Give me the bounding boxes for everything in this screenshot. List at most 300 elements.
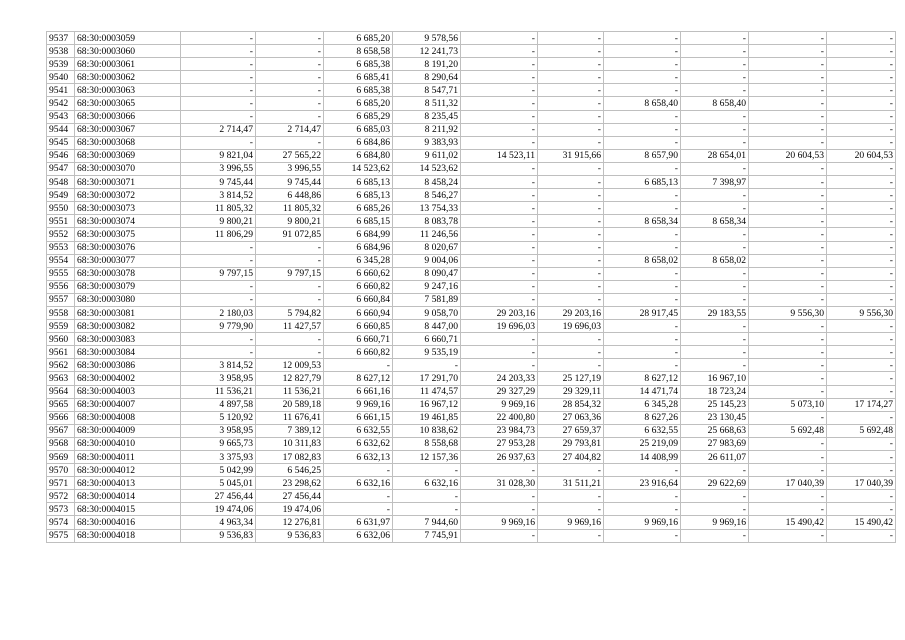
value-cell: - bbox=[827, 411, 896, 424]
value-cell: - bbox=[827, 280, 896, 293]
cadastral-id-cell: 68:30:0003075 bbox=[75, 228, 181, 241]
value-cell: 11 536,21 bbox=[181, 385, 256, 398]
cadastral-id-cell: 68:30:0003076 bbox=[75, 241, 181, 254]
value-cell: 9 611,02 bbox=[393, 149, 461, 162]
value-cell: - bbox=[538, 254, 604, 267]
value-cell: - bbox=[827, 490, 896, 503]
value-cell: - bbox=[538, 110, 604, 123]
row-number-cell: 9564 bbox=[47, 385, 75, 398]
value-cell: - bbox=[461, 84, 538, 97]
value-cell: 9 797,15 bbox=[181, 267, 256, 280]
value-cell: - bbox=[538, 359, 604, 372]
value-cell: 14 523,62 bbox=[324, 162, 393, 175]
value-cell: - bbox=[681, 529, 749, 542]
row-number-cell: 9569 bbox=[47, 451, 75, 464]
value-cell: - bbox=[681, 136, 749, 149]
cadastral-id-cell: 68:30:0004010 bbox=[75, 437, 181, 450]
value-cell: - bbox=[827, 136, 896, 149]
table-row bbox=[47, 516, 896, 529]
table-row bbox=[47, 71, 896, 84]
value-cell: 9 745,44 bbox=[181, 176, 256, 189]
value-cell: - bbox=[681, 267, 749, 280]
value-cell: 6 685,15 bbox=[324, 215, 393, 228]
value-cell: - bbox=[749, 267, 827, 280]
value-cell: 23 916,64 bbox=[604, 477, 681, 490]
value-cell: - bbox=[538, 45, 604, 58]
row-number-cell: 9547 bbox=[47, 162, 75, 175]
value-cell: - bbox=[827, 228, 896, 241]
value-cell: - bbox=[461, 162, 538, 175]
value-cell: 5 692,48 bbox=[827, 424, 896, 437]
value-cell: 6 632,16 bbox=[324, 477, 393, 490]
cadastral-id-cell: 68:30:0003063 bbox=[75, 84, 181, 97]
value-cell: 9 578,56 bbox=[393, 32, 461, 45]
table-body bbox=[47, 32, 896, 543]
value-cell: - bbox=[538, 280, 604, 293]
value-cell: - bbox=[256, 32, 324, 45]
value-cell: 24 203,33 bbox=[461, 372, 538, 385]
value-cell: - bbox=[538, 241, 604, 254]
value-cell: - bbox=[604, 464, 681, 477]
value-cell: - bbox=[256, 346, 324, 359]
cadastral-id-cell: 68:30:0003078 bbox=[75, 267, 181, 280]
cadastral-id-cell: 68:30:0003065 bbox=[75, 97, 181, 110]
value-cell: 3 996,55 bbox=[181, 162, 256, 175]
value-cell: - bbox=[749, 58, 827, 71]
value-cell: 17 040,39 bbox=[827, 477, 896, 490]
value-cell: 8 627,12 bbox=[324, 372, 393, 385]
value-cell: - bbox=[461, 176, 538, 189]
value-cell: 16 967,10 bbox=[681, 372, 749, 385]
row-number-cell: 9565 bbox=[47, 398, 75, 411]
value-cell: - bbox=[604, 293, 681, 306]
value-cell: 2 714,47 bbox=[181, 123, 256, 136]
value-cell: - bbox=[827, 215, 896, 228]
value-cell: 17 174,27 bbox=[827, 398, 896, 411]
value-cell: - bbox=[827, 437, 896, 450]
value-cell: - bbox=[604, 241, 681, 254]
cadastral-id-cell: 68:30:0003082 bbox=[75, 320, 181, 333]
value-cell: - bbox=[604, 202, 681, 215]
value-cell: - bbox=[681, 162, 749, 175]
value-cell: 5 120,92 bbox=[181, 411, 256, 424]
cadastral-id-cell: 68:30:0003067 bbox=[75, 123, 181, 136]
value-cell: 11 536,21 bbox=[256, 385, 324, 398]
value-cell: - bbox=[827, 32, 896, 45]
value-cell: - bbox=[681, 503, 749, 516]
cadastral-id-cell: 68:30:0004013 bbox=[75, 477, 181, 490]
value-cell: - bbox=[749, 202, 827, 215]
row-number-cell: 9537 bbox=[47, 32, 75, 45]
value-cell: - bbox=[461, 71, 538, 84]
table-row bbox=[47, 529, 896, 542]
table-row bbox=[47, 189, 896, 202]
table-row bbox=[47, 32, 896, 45]
cadastral-id-cell: 68:30:0004014 bbox=[75, 490, 181, 503]
value-cell: 6 660,82 bbox=[324, 280, 393, 293]
value-cell: - bbox=[461, 123, 538, 136]
cadastral-id-cell: 68:30:0004009 bbox=[75, 424, 181, 437]
cadastral-id-cell: 68:30:0004015 bbox=[75, 503, 181, 516]
value-cell: 9 779,90 bbox=[181, 320, 256, 333]
value-cell: 17 040,39 bbox=[749, 477, 827, 490]
value-cell: 7 389,12 bbox=[256, 424, 324, 437]
value-cell: - bbox=[827, 71, 896, 84]
value-cell: - bbox=[827, 529, 896, 542]
table-row bbox=[47, 149, 896, 162]
value-cell: - bbox=[827, 267, 896, 280]
value-cell: - bbox=[827, 359, 896, 372]
value-cell: - bbox=[681, 202, 749, 215]
value-cell: - bbox=[461, 333, 538, 346]
cadastral-id-cell: 68:30:0004002 bbox=[75, 372, 181, 385]
value-cell: - bbox=[604, 84, 681, 97]
value-cell: 11 806,29 bbox=[181, 228, 256, 241]
value-cell: - bbox=[181, 293, 256, 306]
value-cell: 6 660,85 bbox=[324, 320, 393, 333]
value-cell: 8 546,27 bbox=[393, 189, 461, 202]
value-cell: - bbox=[827, 385, 896, 398]
table-row bbox=[47, 45, 896, 58]
value-cell: - bbox=[749, 372, 827, 385]
value-cell: 17 291,70 bbox=[393, 372, 461, 385]
value-cell: - bbox=[461, 32, 538, 45]
value-cell: - bbox=[604, 189, 681, 202]
cadastral-id-cell: 68:30:0003072 bbox=[75, 189, 181, 202]
value-cell: - bbox=[538, 189, 604, 202]
value-cell: 13 754,33 bbox=[393, 202, 461, 215]
value-cell: - bbox=[538, 136, 604, 149]
value-cell: - bbox=[827, 293, 896, 306]
value-cell: - bbox=[749, 84, 827, 97]
value-cell: 5 042,99 bbox=[181, 464, 256, 477]
row-number-cell: 9561 bbox=[47, 346, 75, 359]
value-cell: - bbox=[181, 58, 256, 71]
cadastral-id-cell: 68:30:0004016 bbox=[75, 516, 181, 529]
value-cell: 2 714,47 bbox=[256, 123, 324, 136]
value-cell: - bbox=[827, 176, 896, 189]
table-row bbox=[47, 359, 896, 372]
value-cell: - bbox=[181, 241, 256, 254]
value-cell: - bbox=[681, 228, 749, 241]
value-cell: 11 805,32 bbox=[256, 202, 324, 215]
value-cell: - bbox=[749, 241, 827, 254]
value-cell: 5 045,01 bbox=[181, 477, 256, 490]
value-cell: - bbox=[681, 464, 749, 477]
value-cell: - bbox=[827, 241, 896, 254]
value-cell: 9 383,93 bbox=[393, 136, 461, 149]
row-number-cell: 9562 bbox=[47, 359, 75, 372]
value-cell: - bbox=[256, 97, 324, 110]
value-cell: 12 241,73 bbox=[393, 45, 461, 58]
value-cell: - bbox=[749, 97, 827, 110]
cadastral-id-cell: 68:30:0003066 bbox=[75, 110, 181, 123]
cadastral-id-cell: 68:30:0004003 bbox=[75, 385, 181, 398]
value-cell: 6 685,13 bbox=[324, 189, 393, 202]
value-cell: 6 632,06 bbox=[324, 529, 393, 542]
value-cell: 19 474,06 bbox=[256, 503, 324, 516]
value-cell: - bbox=[827, 254, 896, 267]
table-row bbox=[47, 503, 896, 516]
value-cell: 6 685,20 bbox=[324, 97, 393, 110]
value-cell: 22 400,80 bbox=[461, 411, 538, 424]
value-cell: - bbox=[827, 464, 896, 477]
value-cell: - bbox=[256, 110, 324, 123]
value-cell: - bbox=[538, 215, 604, 228]
value-cell: - bbox=[604, 110, 681, 123]
value-cell: 5 073,10 bbox=[749, 398, 827, 411]
value-cell: 6 685,13 bbox=[324, 176, 393, 189]
table-row bbox=[47, 464, 896, 477]
row-number-cell: 9570 bbox=[47, 464, 75, 477]
value-cell: - bbox=[181, 333, 256, 346]
value-cell: 8 558,68 bbox=[393, 437, 461, 450]
row-number-cell: 9558 bbox=[47, 306, 75, 319]
value-cell: - bbox=[681, 320, 749, 333]
value-cell: - bbox=[604, 490, 681, 503]
value-cell: - bbox=[749, 110, 827, 123]
value-cell: 8 547,71 bbox=[393, 84, 461, 97]
value-cell: 9 800,21 bbox=[181, 215, 256, 228]
value-cell: 25 668,63 bbox=[681, 424, 749, 437]
value-cell: 91 072,85 bbox=[256, 228, 324, 241]
row-number-cell: 9571 bbox=[47, 477, 75, 490]
table-row bbox=[47, 254, 896, 267]
table-row bbox=[47, 437, 896, 450]
value-cell: - bbox=[604, 162, 681, 175]
value-cell: 6 660,71 bbox=[324, 333, 393, 346]
value-cell: 11 474,57 bbox=[393, 385, 461, 398]
value-cell: - bbox=[538, 202, 604, 215]
value-cell: 9 821,04 bbox=[181, 149, 256, 162]
row-number-cell: 9563 bbox=[47, 372, 75, 385]
value-cell: - bbox=[749, 464, 827, 477]
table-row bbox=[47, 280, 896, 293]
value-cell: 25 127,19 bbox=[538, 372, 604, 385]
value-cell: 20 589,18 bbox=[256, 398, 324, 411]
cadastral-id-cell: 68:30:0003070 bbox=[75, 162, 181, 175]
value-cell: - bbox=[749, 136, 827, 149]
value-cell: - bbox=[604, 359, 681, 372]
cadastral-id-cell: 68:30:0003068 bbox=[75, 136, 181, 149]
value-cell: - bbox=[538, 346, 604, 359]
value-cell: 10 311,83 bbox=[256, 437, 324, 450]
row-number-cell: 9544 bbox=[47, 123, 75, 136]
table-row bbox=[47, 346, 896, 359]
value-cell: - bbox=[604, 45, 681, 58]
table-row bbox=[47, 385, 896, 398]
value-cell: 6 660,62 bbox=[324, 267, 393, 280]
value-cell: 7 581,89 bbox=[393, 293, 461, 306]
value-cell: - bbox=[538, 490, 604, 503]
value-cell: 6 546,25 bbox=[256, 464, 324, 477]
value-cell: - bbox=[827, 320, 896, 333]
value-cell: - bbox=[181, 136, 256, 149]
value-cell: - bbox=[681, 359, 749, 372]
value-cell: 20 604,53 bbox=[827, 149, 896, 162]
value-cell: 11 676,41 bbox=[256, 411, 324, 424]
value-cell: 6 660,94 bbox=[324, 306, 393, 319]
value-cell: - bbox=[681, 490, 749, 503]
value-cell: - bbox=[827, 84, 896, 97]
cadastral-id-cell: 68:30:0003060 bbox=[75, 45, 181, 58]
value-cell: 19 696,03 bbox=[461, 320, 538, 333]
value-cell: 12 009,53 bbox=[256, 359, 324, 372]
value-cell: 14 523,62 bbox=[393, 162, 461, 175]
value-cell: 12 276,81 bbox=[256, 516, 324, 529]
value-cell: 9 969,16 bbox=[538, 516, 604, 529]
value-cell: - bbox=[393, 490, 461, 503]
cadastral-id-cell: 68:30:0004012 bbox=[75, 464, 181, 477]
value-cell: - bbox=[256, 58, 324, 71]
value-cell: 10 838,62 bbox=[393, 424, 461, 437]
value-cell: - bbox=[604, 228, 681, 241]
value-cell: 8 658,34 bbox=[681, 215, 749, 228]
row-number-cell: 9542 bbox=[47, 97, 75, 110]
value-cell: - bbox=[393, 359, 461, 372]
value-cell: 7 944,60 bbox=[393, 516, 461, 529]
value-cell: 6 685,13 bbox=[604, 176, 681, 189]
value-cell: 29 203,16 bbox=[461, 306, 538, 319]
cadastral-id-cell: 68:30:0003086 bbox=[75, 359, 181, 372]
value-cell: 8 511,32 bbox=[393, 97, 461, 110]
row-number-cell: 9559 bbox=[47, 320, 75, 333]
cadastral-id-cell: 68:30:0003083 bbox=[75, 333, 181, 346]
value-cell: - bbox=[681, 241, 749, 254]
value-cell: - bbox=[827, 189, 896, 202]
value-cell: 8 211,92 bbox=[393, 123, 461, 136]
cadastral-id-cell: 68:30:0003059 bbox=[75, 32, 181, 45]
value-cell: - bbox=[681, 333, 749, 346]
table-row bbox=[47, 411, 896, 424]
row-number-cell: 9551 bbox=[47, 215, 75, 228]
data-table bbox=[46, 31, 896, 543]
value-cell: - bbox=[181, 346, 256, 359]
value-cell: - bbox=[749, 215, 827, 228]
row-number-cell: 9553 bbox=[47, 241, 75, 254]
value-cell: - bbox=[256, 241, 324, 254]
value-cell: 28 854,32 bbox=[538, 398, 604, 411]
value-cell: - bbox=[461, 189, 538, 202]
value-cell: - bbox=[461, 228, 538, 241]
value-cell: - bbox=[181, 32, 256, 45]
value-cell: 9 247,16 bbox=[393, 280, 461, 293]
row-number-cell: 9541 bbox=[47, 84, 75, 97]
value-cell: 6 685,26 bbox=[324, 202, 393, 215]
value-cell: - bbox=[604, 346, 681, 359]
row-number-cell: 9574 bbox=[47, 516, 75, 529]
value-cell: 29 327,29 bbox=[461, 385, 538, 398]
value-cell: - bbox=[681, 123, 749, 136]
value-cell: - bbox=[538, 71, 604, 84]
value-cell: 6 685,38 bbox=[324, 58, 393, 71]
cadastral-id-cell: 68:30:0003084 bbox=[75, 346, 181, 359]
value-cell: - bbox=[461, 97, 538, 110]
value-cell: - bbox=[538, 333, 604, 346]
value-cell: 8 658,40 bbox=[604, 97, 681, 110]
value-cell: 29 622,69 bbox=[681, 477, 749, 490]
value-cell: 6 684,96 bbox=[324, 241, 393, 254]
value-cell: 6 345,28 bbox=[324, 254, 393, 267]
value-cell: 11 427,57 bbox=[256, 320, 324, 333]
table-row bbox=[47, 306, 896, 319]
value-cell: 29 203,16 bbox=[538, 306, 604, 319]
value-cell: 9 800,21 bbox=[256, 215, 324, 228]
table-row bbox=[47, 136, 896, 149]
value-cell: - bbox=[681, 189, 749, 202]
value-cell: - bbox=[538, 529, 604, 542]
value-cell: - bbox=[749, 189, 827, 202]
table-row bbox=[47, 477, 896, 490]
value-cell: - bbox=[749, 293, 827, 306]
cadastral-id-cell: 68:30:0003077 bbox=[75, 254, 181, 267]
value-cell: - bbox=[827, 372, 896, 385]
value-cell: 14 408,99 bbox=[604, 451, 681, 464]
value-cell: 9 969,16 bbox=[461, 398, 538, 411]
value-cell: - bbox=[538, 58, 604, 71]
value-cell: - bbox=[393, 503, 461, 516]
value-cell: 8 657,90 bbox=[604, 149, 681, 162]
value-cell: - bbox=[827, 451, 896, 464]
value-cell: - bbox=[461, 58, 538, 71]
row-number-cell: 9572 bbox=[47, 490, 75, 503]
value-cell: 9 535,19 bbox=[393, 346, 461, 359]
value-cell: 6 660,71 bbox=[393, 333, 461, 346]
value-cell: - bbox=[324, 464, 393, 477]
value-cell: - bbox=[749, 451, 827, 464]
value-cell: - bbox=[461, 280, 538, 293]
value-cell: - bbox=[461, 529, 538, 542]
value-cell: 8 658,58 bbox=[324, 45, 393, 58]
value-cell: - bbox=[461, 464, 538, 477]
value-cell: 8 658,40 bbox=[681, 97, 749, 110]
table-row bbox=[47, 215, 896, 228]
row-number-cell: 9549 bbox=[47, 189, 75, 202]
table-row bbox=[47, 202, 896, 215]
value-cell: - bbox=[749, 385, 827, 398]
value-cell: 3 958,95 bbox=[181, 372, 256, 385]
value-cell: - bbox=[538, 293, 604, 306]
cadastral-id-cell: 68:30:0003081 bbox=[75, 306, 181, 319]
value-cell: - bbox=[181, 71, 256, 84]
value-cell: - bbox=[749, 320, 827, 333]
value-cell: - bbox=[827, 346, 896, 359]
table-row bbox=[47, 490, 896, 503]
value-cell: 6 685,38 bbox=[324, 84, 393, 97]
value-cell: - bbox=[461, 359, 538, 372]
value-cell: 8 627,26 bbox=[604, 411, 681, 424]
value-cell: 8 447,00 bbox=[393, 320, 461, 333]
row-number-cell: 9550 bbox=[47, 202, 75, 215]
value-cell: 28 917,45 bbox=[604, 306, 681, 319]
value-cell: 28 654,01 bbox=[681, 149, 749, 162]
value-cell: - bbox=[181, 254, 256, 267]
value-cell: 16 967,12 bbox=[393, 398, 461, 411]
row-number-cell: 9568 bbox=[47, 437, 75, 450]
value-cell: - bbox=[827, 58, 896, 71]
value-cell: 14 523,11 bbox=[461, 149, 538, 162]
value-cell: 19 461,85 bbox=[393, 411, 461, 424]
value-cell: - bbox=[538, 84, 604, 97]
value-cell: 3 996,55 bbox=[256, 162, 324, 175]
value-cell: - bbox=[749, 529, 827, 542]
value-cell: 8 020,67 bbox=[393, 241, 461, 254]
table-row bbox=[47, 398, 896, 411]
value-cell: 15 490,42 bbox=[827, 516, 896, 529]
value-cell: 19 696,03 bbox=[538, 320, 604, 333]
row-number-cell: 9548 bbox=[47, 176, 75, 189]
table-row bbox=[47, 110, 896, 123]
